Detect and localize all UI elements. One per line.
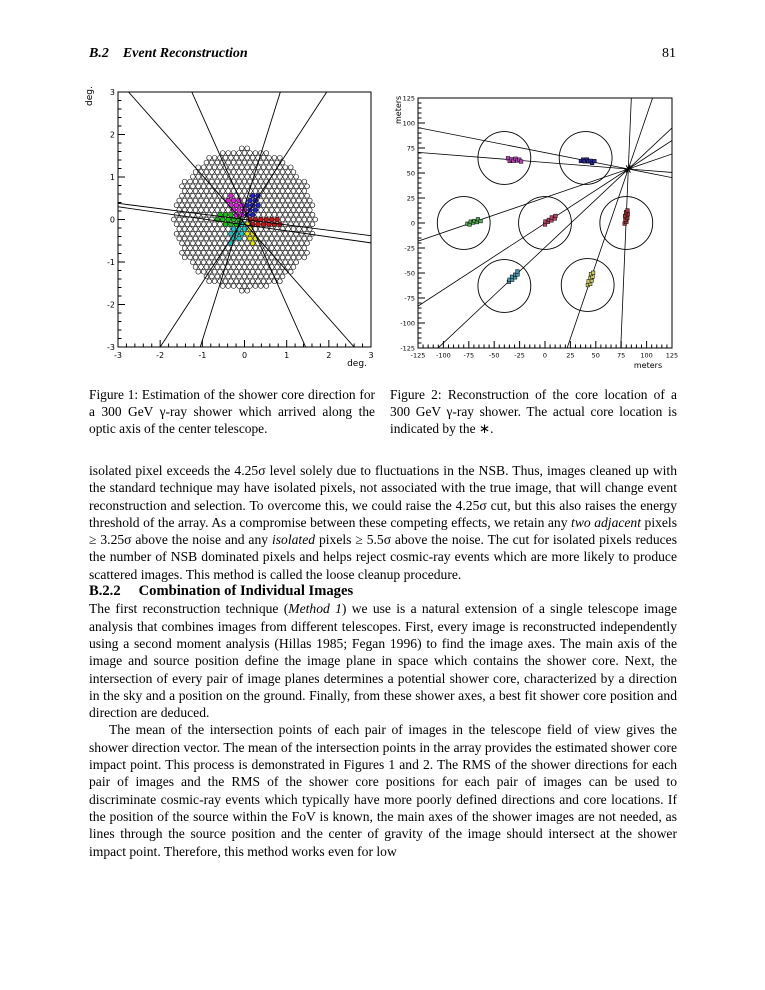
svg-text:100: 100: [402, 119, 415, 128]
running-header-section-number: B.2: [89, 46, 109, 61]
svg-text:-2: -2: [107, 300, 115, 310]
svg-text:125: 125: [665, 351, 679, 360]
section-heading-title: Combination of Individual Images: [138, 583, 354, 600]
svg-text:deg.: deg.: [85, 86, 95, 106]
svg-text:-25: -25: [514, 351, 525, 360]
svg-text:100: 100: [640, 351, 653, 360]
svg-text:-1: -1: [107, 258, 115, 268]
svg-text:-125: -125: [400, 344, 415, 353]
running-header-section-title: Event Reconstruction: [122, 46, 248, 61]
section-heading-number: B.2.2: [89, 583, 121, 600]
paragraph-method1: The first reconstruction technique (Method 1) we use is a natural extension of a single telescope image analysis that combines images from different telescopes. First, every image is reconstructed independently using a second moment analysis (Hillas 1985; Fegan 1996) to find the image axes. The main axis of the image and source position define the image plane in space which contains the shower core. Next, the intersection of every pair of image planes determines a potential shower core, characterized by a direction in the sky and a position on the ground. Finally, from these shower axes, a best fit shower core position and direction are deduced.: [89, 601, 677, 721]
svg-text:0: 0: [241, 351, 248, 360]
figure2-plot: [390, 82, 690, 377]
figure2-caption: Figure 2: Reconstruction of the core location of a 300 GeV γ-ray shower. The actual core location is indicated by the ∗.: [390, 387, 677, 436]
svg-text:50: 50: [591, 351, 600, 360]
figure1-plot: [75, 82, 380, 377]
svg-text:50: 50: [406, 169, 415, 178]
svg-text:75: 75: [406, 144, 415, 153]
figure1-caption: Figure 1: Estimation of the shower core direction for a 300 GeV γ-ray shower which arrived along the optic axis of the center telescope.: [89, 387, 375, 436]
section-heading: [89, 583, 677, 600]
svg-text:25: 25: [406, 194, 415, 203]
svg-text:-3: -3: [114, 351, 122, 360]
paragraph-nsb-cleanup: isolated pixel exceeds the 4.25σ level solely due to fluctuations in the NSB. Thus, images cleaned up with the standard technique may have isolated pixels, not associated with the true image, that will change event reconstruction and selection. To overcome this, we could raise the 4.25σ cut, but this also raises the energy threshold of the array. As a compromise between these competing effects, we retain any two adjacent pixels ≥ 3.25σ above the noise and any isolated pixels ≥ 5.5σ above the noise. The cut for isolated pixels reduces the number of NSB dominated pixels and helps reject cosmic-ray events which are more likely to produce scattered images. This method is called the loose cleanup procedure.: [89, 463, 677, 582]
page-number: 81: [662, 46, 676, 61]
svg-text:2: 2: [109, 130, 115, 140]
svg-text:1: 1: [284, 351, 290, 360]
svg-text:-50: -50: [404, 269, 415, 278]
svg-text:2: 2: [326, 351, 332, 360]
svg-text:75: 75: [617, 351, 626, 360]
svg-text:meters: meters: [633, 361, 663, 370]
paragraph-intersection-points: The mean of the intersection points of each pair of images in the telescope field of view gives the shower direction vector. The mean of the intersection points in the array provides the estimated shower core impact point. This process is demonstrated in Figures 1 and 2. The RMS of the shower directions for each pair of images and the RMS of the shower core positions for each pair of images can be used to discriminate cosmic-ray events which typically have more poorly defined directions and core locations. If the position of the source within the FoV is known, the main axes of the shower images are not needed, as lines through the source position and the center of gravity of the image should intersect at the shower impact point. Therefore, this method works even for low: [89, 722, 677, 859]
svg-text:0: 0: [410, 219, 415, 228]
svg-text:3: 3: [109, 88, 115, 98]
body-text: [89, 462, 677, 860]
svg-text:-75: -75: [463, 351, 475, 360]
svg-text:3: 3: [368, 351, 374, 360]
svg-text:25: 25: [566, 351, 575, 360]
running-header: [89, 46, 248, 62]
svg-text:0: 0: [542, 351, 548, 360]
svg-text:-3: -3: [107, 343, 115, 353]
svg-text:0: 0: [109, 215, 115, 225]
svg-text:-1: -1: [198, 351, 207, 360]
svg-text:1: 1: [109, 173, 115, 183]
svg-text:meters: meters: [394, 95, 403, 124]
svg-text:-100: -100: [400, 319, 415, 328]
svg-text:-50: -50: [488, 351, 500, 360]
svg-text:125: 125: [402, 94, 415, 103]
svg-text:-100: -100: [436, 351, 451, 360]
svg-text:-75: -75: [404, 294, 415, 303]
svg-text:-25: -25: [404, 244, 415, 253]
svg-text:-2: -2: [156, 351, 165, 360]
svg-text:-125: -125: [410, 351, 426, 360]
svg-text:deg.: deg.: [347, 359, 367, 369]
